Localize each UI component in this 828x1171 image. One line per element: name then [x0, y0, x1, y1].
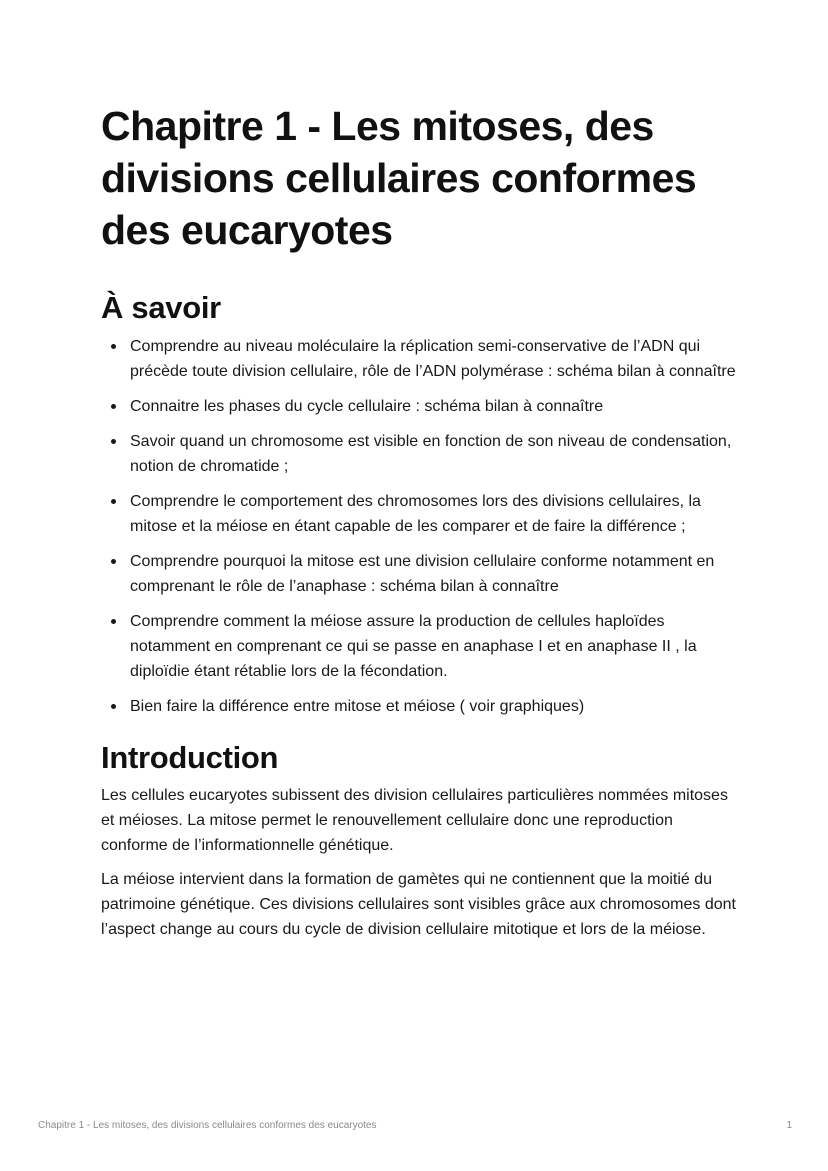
list-item: [101, 549, 741, 599]
bullet-icon: [111, 499, 116, 504]
list-item-text: Comprendre comment la méiose assure la production de cellules haploïdes notamment en comprenant ce qui se passe en anaphase I et en anaphase II , la diploïdie étant rétablie lors de la fécondation.: [130, 613, 697, 680]
document-page: [101, 100, 741, 942]
list-item: [101, 489, 741, 539]
list-item: [101, 609, 741, 684]
footer-title: Chapitre 1 - Les mitoses, des divisions cellulaires conformes des eucaryotes: [38, 1120, 377, 1131]
list-item-text: Comprendre pourquoi la mitose est une division cellulaire conforme notamment en comprenant le rôle de l’anaphase : schéma bilan à connaître: [130, 553, 715, 595]
objectives-list: [101, 334, 741, 719]
page-title: Chapitre 1 - Les mitoses, des divisions cellulaires conformes des eucaryotes: [101, 103, 697, 253]
bullet-icon: [111, 344, 116, 349]
page-footer: [38, 1119, 792, 1133]
bullet-icon: [111, 439, 116, 444]
list-item-text: Bien faire la différence entre mitose et méiose ( voir graphiques): [130, 698, 585, 715]
list-item: [101, 694, 741, 719]
list-item-text: Comprendre au niveau moléculaire la réplication semi-conservative de l’ADN qui précède toute division cellulaire, rôle de l’ADN polymérase : schéma bilan à connaître: [130, 338, 736, 380]
list-item-text: Connaitre les phases du cycle cellulaire : schéma bilan à connaître: [130, 398, 604, 415]
intro-paragraph: La méiose intervient dans la formation de gamètes qui ne contiennent que la moitié du patrimoine génétique. Ces divisions cellulaires sont visibles grâce aux chromosomes dont l’aspect change au cours du cycle de division cellulaire mitotique et lors de la méiose.: [101, 871, 736, 938]
intro-paragraph: Les cellules eucaryotes subissent des division cellulaires particulières nommées mitoses et méioses. La mitose permet le renouvellement cellulaire donc une reproduction conforme de l’informationnelle génétique.: [101, 787, 728, 854]
list-item-text: Savoir quand un chromosome est visible en fonction de son niveau de condensation, notion de chromatide ;: [130, 433, 732, 475]
section-heading-introduction: Introduction: [101, 740, 279, 775]
page-number: 1: [786, 1120, 792, 1131]
list-item-text: Comprendre le comportement des chromosomes lors des divisions cellulaires, la mitose et la méiose en étant capable de les comparer et de faire la différence ;: [130, 493, 701, 535]
list-item: [101, 394, 741, 419]
list-item: [101, 334, 741, 384]
list-item: [101, 429, 741, 479]
section-heading-a-savoir: À savoir: [101, 290, 221, 325]
bullet-icon: [111, 704, 116, 709]
bullet-icon: [111, 559, 116, 564]
bullet-icon: [111, 404, 116, 409]
bullet-icon: [111, 619, 116, 624]
